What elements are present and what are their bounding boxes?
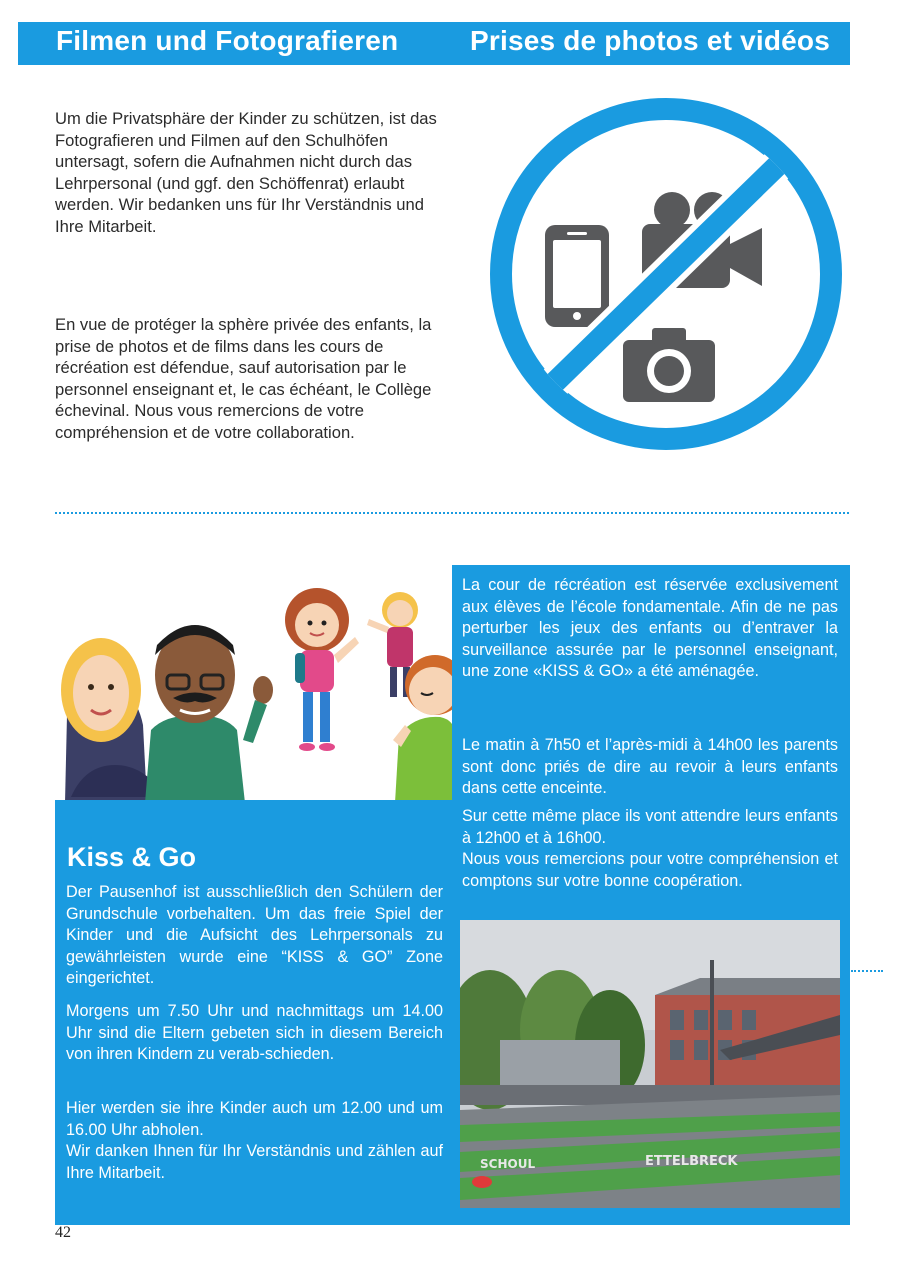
- smartphone-icon: [545, 225, 609, 327]
- kiss-go-german-pickup-line: Hier werden sie ihre Kinder auch um 12.00 und um 16.00 Uhr abholen.: [66, 1099, 443, 1139]
- kiss-go-french-thanks-line: Nous vous remercions pour votre compréhension et comptons sur votre bonne coopération.: [462, 850, 838, 890]
- intro-german-paragraph: Um die Privatsphäre der Kinder zu schützen, ist das Fotografieren und Filmen auf den Schulhöfen untersagt, sofern die Aufnahmen nicht durch das Lehrpersonal (und ggf. den Schöffenrat) erlaubt werden. Wir bedanken uns für Ihr Verständnis und Ihre Mitarbeit.: [55, 109, 437, 236]
- section-divider: [55, 512, 849, 514]
- dotted-mark: [851, 970, 883, 972]
- photo-camera-icon: [623, 328, 715, 402]
- boy-figure: [393, 655, 455, 803]
- man-figure: [145, 625, 273, 803]
- kiss-go-german-paragraph-3: [66, 1098, 443, 1184]
- kiss-go-french-paragraph-3: [462, 806, 838, 892]
- kiss-go-german-paragraph-2: Morgens um 7.50 Uhr und nachmittags um 14.00 Uhr sind die Eltern gebeten sich in diesem Bereich von ihren Kindern zu verab-schieden.: [66, 1002, 443, 1064]
- intro-french-paragraph: En vue de protéger la sphère privée des enfants, la prise de photos et de films dans les cours de récréation est défendue, sauf autorisation par le personnel enseignant et, le cas échéant, le Collège échevinal. Nous vous remercions de votre compréhension et de votre collaboration.: [55, 315, 432, 442]
- no-photography-sign-icon: [485, 92, 847, 457]
- kiss-go-title: Kiss & Go: [67, 842, 197, 872]
- playground-ground: [460, 1095, 840, 1208]
- kiss-go-french-paragraph-1: La cour de récréation est réservée exclusivement aux élèves de l’école fondamentale. Afin de ne pas perturber les jeux des enfants ou d’entraver la surveillance assurée par le personnel enseignant, une zone «KISS & GO» a été aménagée.: [462, 576, 838, 681]
- kiss-go-german-paragraph-1: Der Pausenhof ist ausschließlich den Schülern der Grundschule vorbehalten. Um das freie Spiel der Kinder und die Aufsicht des Lehrpersonals zu gewährleisten wurde eine “KISS & GO” Zone eingerichtet.: [66, 883, 443, 988]
- kiss-go-german-box: [55, 800, 453, 1225]
- page-number: 42: [55, 1224, 71, 1241]
- ground-word-ettelbreck: ETTELBRECK: [645, 1154, 738, 1169]
- title-german: Filmen und Fotografieren: [56, 25, 399, 56]
- ground-word-schoul: SCHOUL: [480, 1157, 536, 1171]
- kiss-go-german-thanks-line: Wir danken Ihnen für Ihr Verständnis und zählen auf Ihre Mitarbeit.: [66, 1142, 443, 1182]
- people-illustration: [55, 565, 455, 803]
- girl-figure-center: [285, 588, 359, 751]
- header-bar: [18, 22, 850, 65]
- kiss-go-french-pickup-line: Sur cette même place ils vont attendre leurs enfants à 12h00 et à 16h00.: [462, 807, 838, 847]
- title-french: Prises de photos et vidéos: [470, 25, 830, 56]
- kiss-go-french-paragraph-2: Le matin à 7h50 et l’après-midi à 14h00 les parents sont donc priés de dire au revoir à leurs enfants dans cette enceinte.: [462, 736, 838, 798]
- schoolyard-photo: [460, 920, 840, 1208]
